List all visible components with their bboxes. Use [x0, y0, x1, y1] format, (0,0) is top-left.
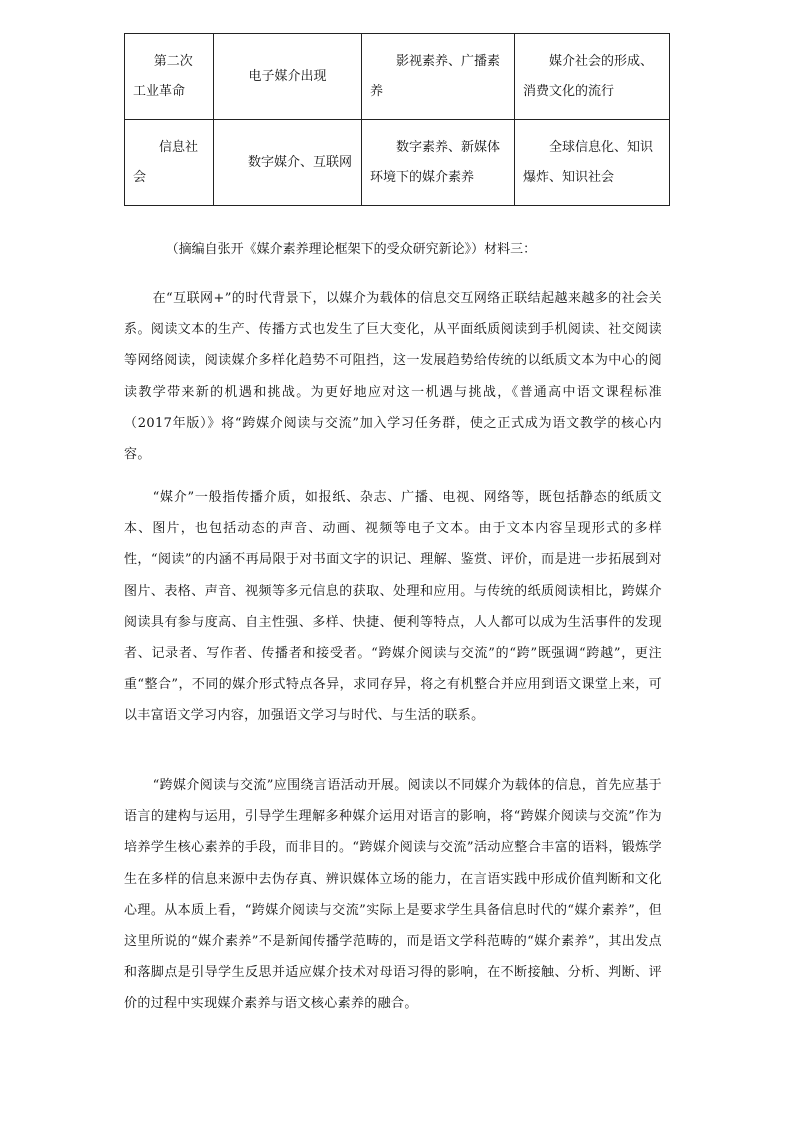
table-row [125, 120, 670, 206]
table-cell: 数字素养、新媒体环境下的媒介素养 [362, 120, 515, 206]
body-paragraph: 在“互联网+”的时代背景下，以媒介为载体的信息交互网络正联结起越来越多的社会关系。阅读文本的生产、传播方式也发生了巨大变化，从平面纸质阅读到手机阅读、社交阅读等网络阅读，阅读媒介多样化趋势不可阻挡，这一发展趋势给传统的以纸质文本为中心的阅读教学带来新的机遇和挑战。为更好地应对这一机遇与挑战，《普通高中语文课程标准（2017年版）》将“跨媒介阅读与交流”加入学习任务群，使之正式成为语文教学的核心内容。 [124, 291, 662, 463]
table-cell: 媒介社会的形成、消费文化的流行 [515, 34, 670, 120]
table-cell: 数字媒介、互联网 [214, 120, 362, 206]
table-cell: 全球信息化、知识爆炸、知识社会 [515, 120, 670, 206]
table-cell: 电子媒介出现 [214, 34, 362, 120]
table-cell: 信息社会 [125, 120, 214, 206]
table-cell: 影视素养、广播素养 [362, 34, 515, 120]
body-paragraph: “媒介”一般指传播介质，如报纸、杂志、广播、电视、网络等，既包括静态的纸质文本、图片，也包括动态的声音、动画、视频等电子文本。由于文本内容呈现形式的多样性，“阅读”的内涵不再局限于对书面文字的识记、理解、鉴赏、评价，而是进一步拓展到对图片、表格、声音、视频等多元信息的获取、处理和应用。与传统的纸质阅读相比，跨媒介阅读具有参与度高、自主性强、多样、快捷、便利等特点，人人都可以成为生活事件的发现者、记录者、写作者、传播者和接受者。“跨媒介阅读与交流”的“跨”既强调“跨越”，更注重“整合”，不同的媒介形式特点各异，求同存异，将之有机整合并应用到语文课堂上来，可以丰富语文学习内容，加强语文学习与时代、与生活的联系。 [124, 490, 662, 724]
table-row [125, 34, 670, 120]
source-citation: （摘编自张开《媒介素养理论框架下的受众研究新论》）材料三： [165, 242, 537, 257]
media-literacy-table [124, 33, 670, 206]
body-paragraph: “跨媒介阅读与交流”应围绕言语活动开展。阅读以不同媒介为载体的信息，首先应基于语言的建构与运用，引导学生理解多种媒介运用对语言的影响，将“跨媒介阅读与交流”作为培养学生核心素养的手段，而非目的。“跨媒介阅读与交流”活动应整合丰富的语料，锻炼学生在多样的信息来源中去伪存真、辨识媒体立场的能力，在言语实践中形成价值判断和文化心理。从本质上看，“跨媒介阅读与交流”实际上是要求学生具备信息时代的“媒介素养”，但这里所说的“媒介素养”不是新闻传播学范畴的，而是语文学科范畴的“媒介素养”，其出发点和落脚点是引导学生反思并适应媒介技术对母语习得的影响，在不断接触、分析、判断、评价的过程中实现媒介素养与语文核心素养的融合。 [124, 778, 662, 1012]
table-cell: 第二次工业革命 [125, 34, 214, 120]
